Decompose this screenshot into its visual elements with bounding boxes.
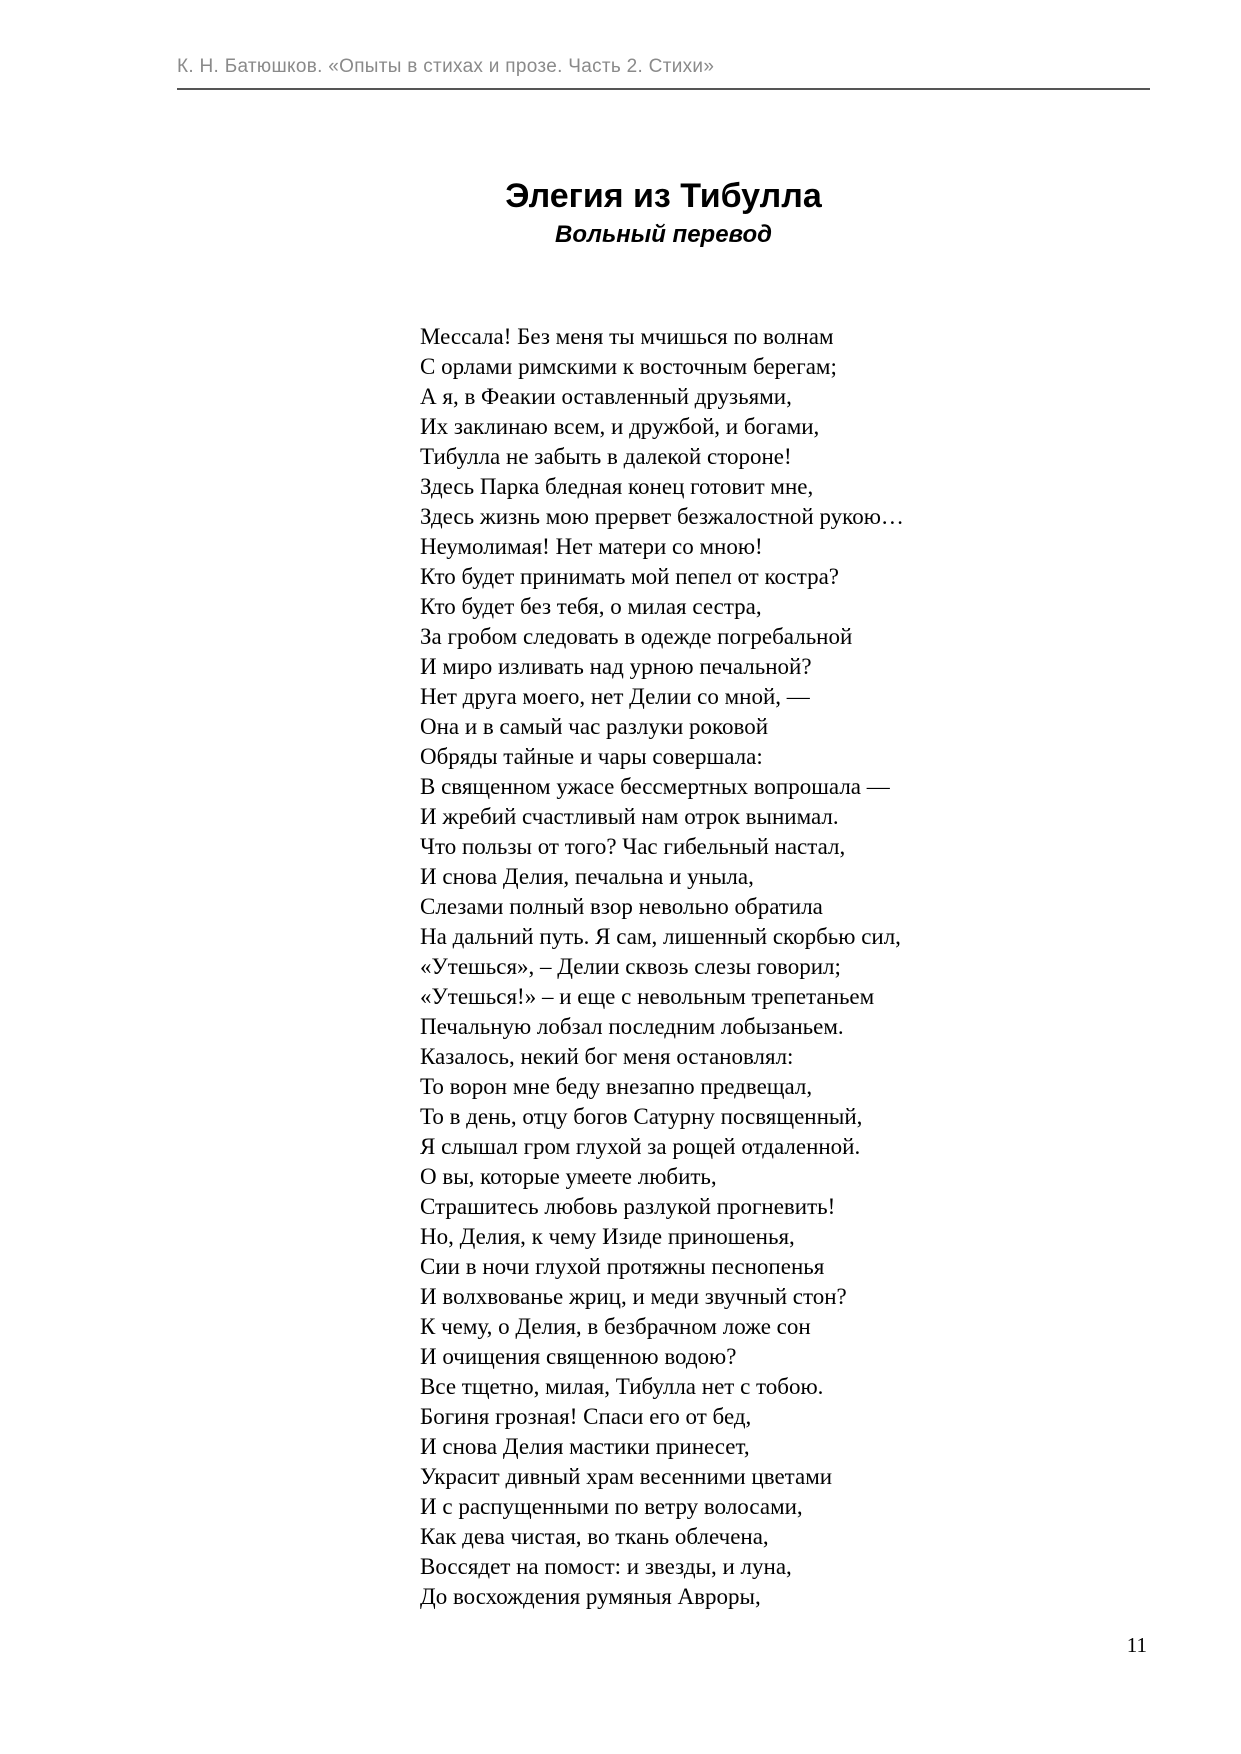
poem-line: Воссядет на помост: и звезды, и луна, [420,1554,792,1579]
poem-line: И снова Делия мастики принесет, [420,1434,750,1459]
poem-title: Элегия из Тибулла [505,177,822,215]
poem-line: Слезами полный взор невольно обратила [420,894,823,919]
poem-line: Мессала! Без меня ты мчишься по волнам [420,324,834,349]
poem-line: Печальную лобзал последним лобызаньем. [420,1014,844,1039]
poem-line: И жребий счастливый нам отрок вынимал. [420,804,839,829]
poem-line: Нет друга моего, нет Делии со мной, — [420,684,810,709]
poem-line: Страшитесь любовь разлукой прогневить! [420,1194,836,1219]
poem-line: Она и в самый час разлуки роковой [420,714,769,739]
poem-line: Тибулла не забыть в далекой стороне! [420,444,792,469]
poem-line: С орлами римскими к восточным берегам; [420,354,837,379]
poem-line: А я, в Феакии оставленный друзьями, [420,384,792,409]
poem-line: И снова Делия, печальна и уныла, [420,864,754,889]
poem-line: «Утешься!» – и еще с невольным трепетаньем [420,984,875,1009]
poem-line: За гробом следовать в одежде погребальной [420,624,853,649]
poem-line: Неумолимая! Нет матери со мною! [420,534,763,559]
poem-line: То ворон мне беду внезапно предвещал, [420,1074,813,1099]
poem-line: Богиня грозная! Спаси его от бед, [420,1404,752,1429]
poem-line: Обряды тайные и чары совершала: [420,744,763,769]
poem-line: Я слышал гром глухой за рощей отдаленной. [420,1134,861,1159]
poem-line: Что пользы от того? Час гибельный настал, [420,834,846,859]
poem-line: И миро изливать над урною печальной? [420,654,812,679]
poem-line: Кто будет принимать мой пепел от костра? [420,564,839,589]
poem-line: Кто будет без тебя, о милая сестра, [420,594,762,619]
page-number: 11 [1126,1633,1147,1657]
header-divider [177,88,1150,90]
poem-line: И с распущенными по ветру волосами, [420,1494,803,1519]
poem-line: Все тщетно, милая, Тибулла нет с тобою. [420,1374,824,1399]
poem-line: До восхождения румяныя Авроры, [420,1584,761,1609]
poem-line: На дальний путь. Я сам, лишенный скорбью сил, [420,924,901,949]
poem-line: Здесь Парка бледная конец готовит мне, [420,474,814,499]
poem-line: И очищения священною водою? [420,1344,737,1369]
poem-line: Сии в ночи глухой протяжны песнопенья [420,1254,825,1279]
running-header: К. Н. Батюшков. «Опыты в стихах и прозе. Часть 2. Стихи» [177,56,715,77]
poem-line: В священном ужасе бессмертных вопрошала — [420,774,890,799]
poem-body [420,322,1140,1612]
poem-line: Здесь жизнь мою прервет безжалостной рукою… [420,504,904,529]
poem-line: Но, Делия, к чему Изиде приношенья, [420,1224,795,1249]
poem-line: К чему, о Делия, в безбрачном ложе сон [420,1314,811,1339]
poem-line: Казалось, некий бог меня остановлял: [420,1044,794,1069]
title-block [177,176,1150,250]
poem-line: Как дева чистая, во ткань облечена, [420,1524,769,1549]
poem-line: И волхвованье жриц, и меди звучный стон? [420,1284,847,1309]
poem-line: «Утешься», – Делии сквозь слезы говорил; [420,954,841,979]
poem-line: Украсит дивный храм весенними цветами [420,1464,833,1489]
poem-line: То в день, отцу богов Сатурну посвященный, [420,1104,863,1129]
poem-subtitle: Вольный перевод [555,221,772,248]
poem-line: О вы, которые умеете любить, [420,1164,717,1189]
poem-line: Их заклинаю всем, и дружбой, и богами, [420,414,820,439]
